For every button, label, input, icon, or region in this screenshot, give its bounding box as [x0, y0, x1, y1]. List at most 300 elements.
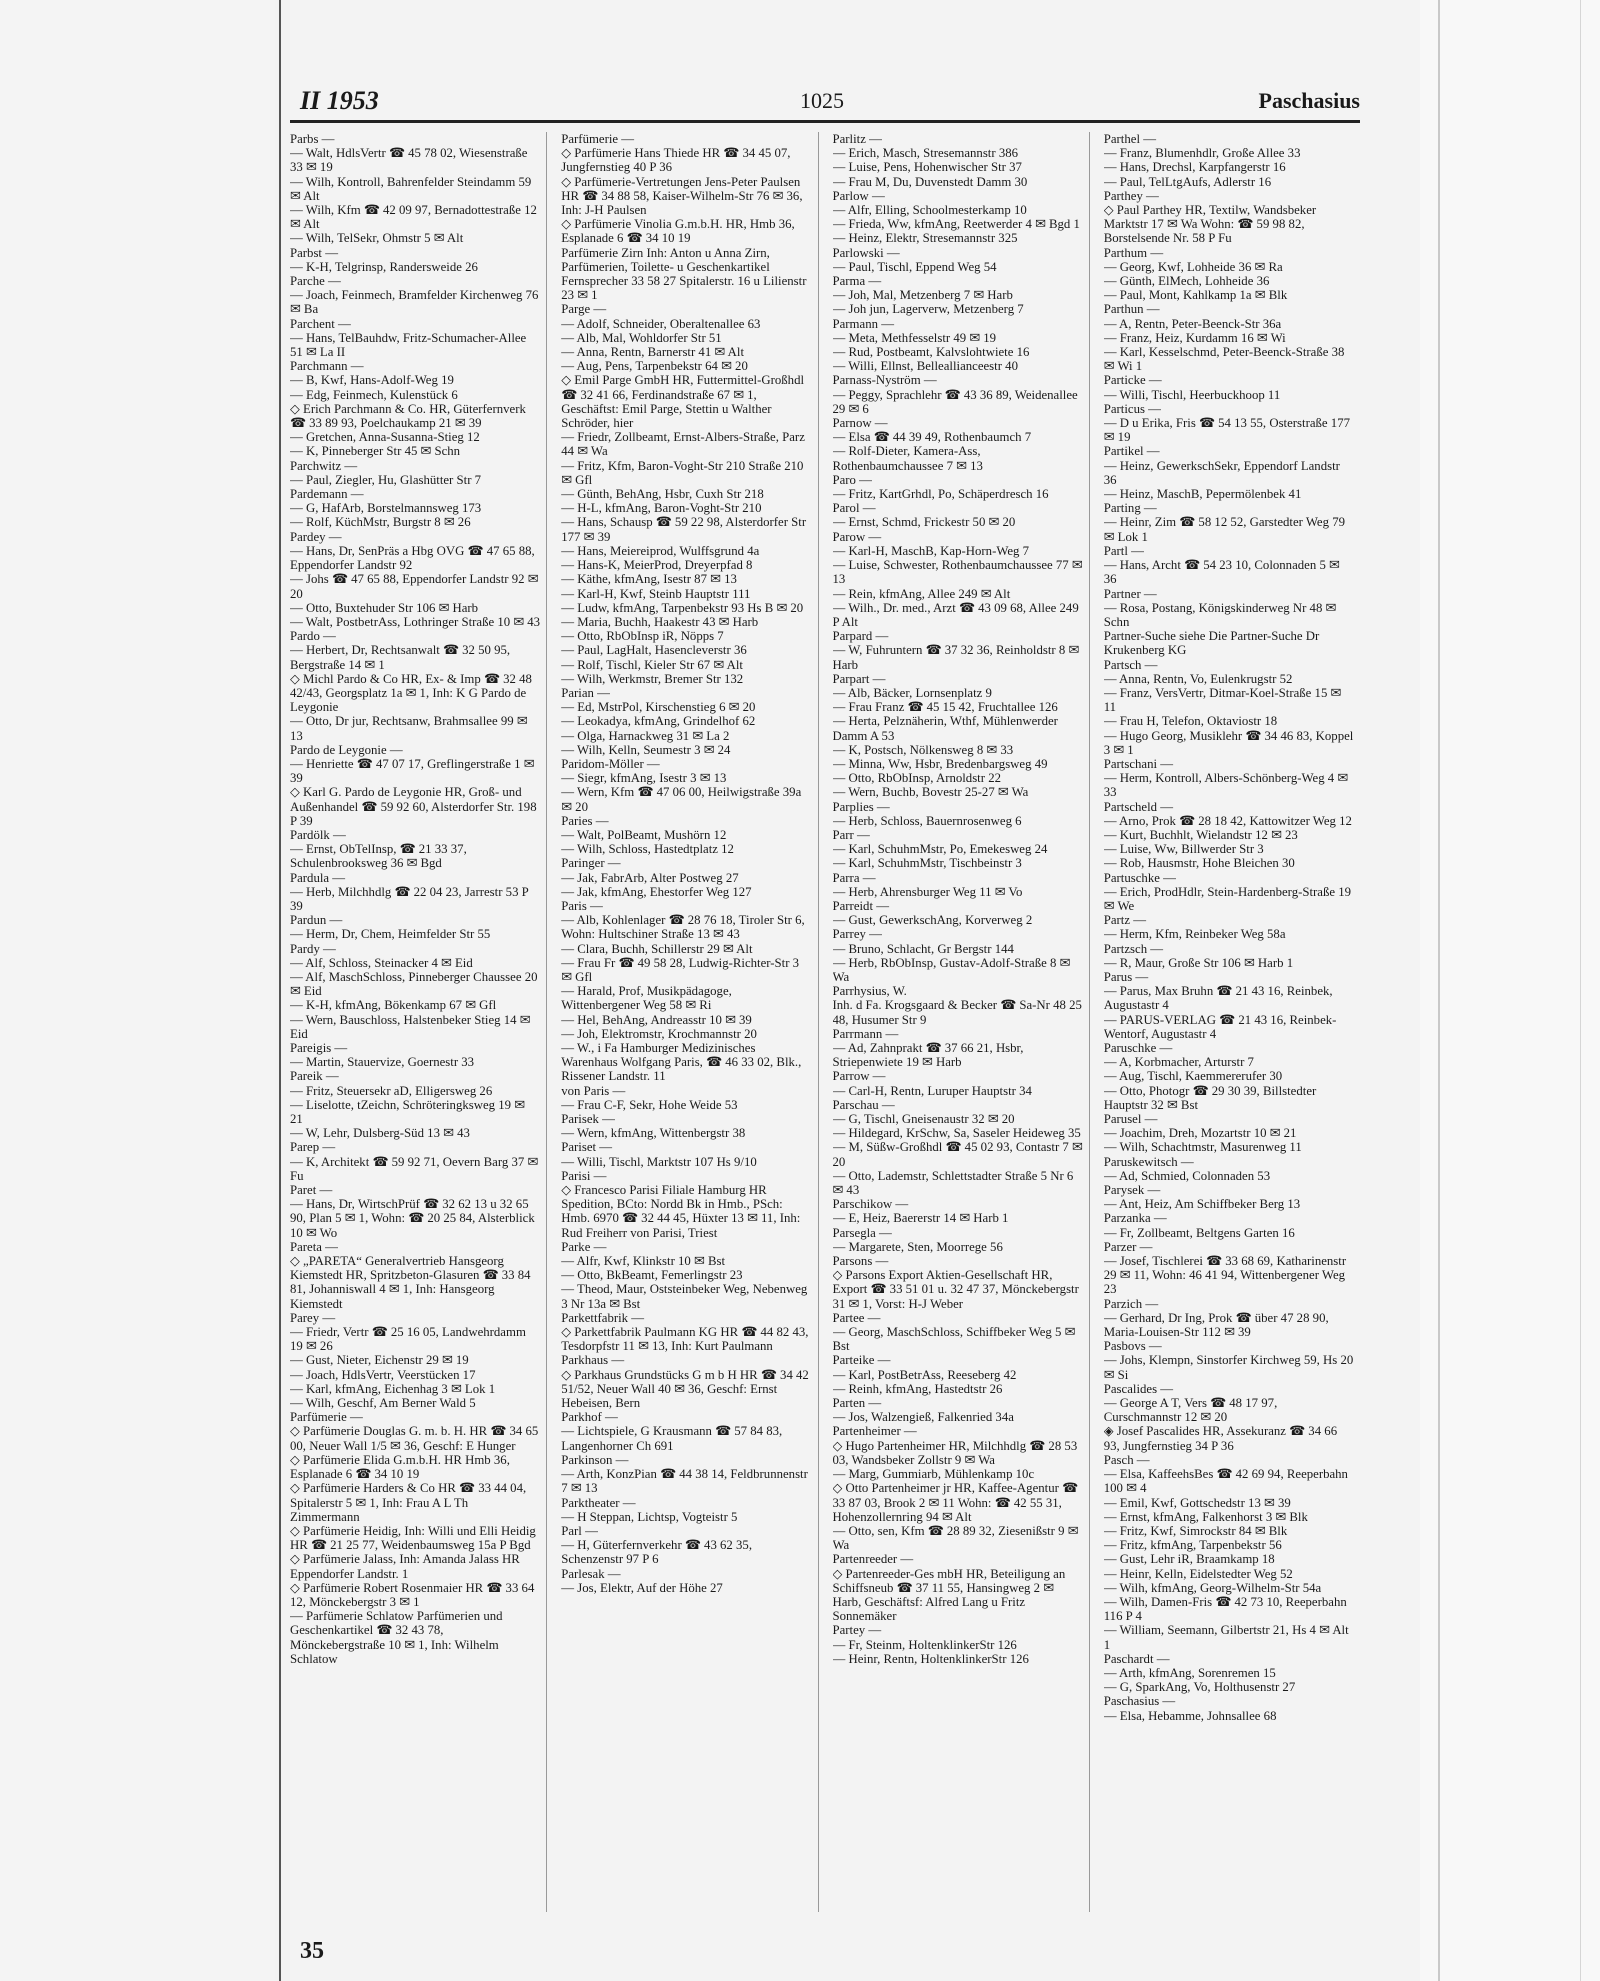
directory-entry: — Margarete, Sten, Moorrege 56 [832, 1239, 1003, 1254]
directory-entry: — Otto, Buxtehuder Str 106 ✉ Harb [290, 600, 479, 615]
directory-entry: — Karl-H, MaschB, Kap-Horn-Weg 7 [832, 543, 1030, 558]
directory-entry: Pareik — [290, 1069, 339, 1084]
directory-entry: — Herta, Pelznäherin, Wthf, Mühlenwerder Damm A 53 [832, 714, 1058, 743]
directory-entry: — Heinr, Kelln, Eidelstedter Weg 52 [1103, 1566, 1293, 1581]
directory-entry: — Fritz, Kfm, Baron-Voght-Str 210 Straße 210 ✉ Gfl [561, 458, 804, 487]
directory-entry: Parteike — [832, 1353, 891, 1368]
directory-entry: ◇ Parfümerie Robert Rosenmaier HR ☎ 33 64 12, Mönckebergstr 3 ✉ 1 [290, 1580, 535, 1609]
directory-entry: — Heinz, MaschB, Pepermölenbek 41 [1103, 487, 1302, 502]
directory-entry: — Ernst, kfmAng, Falkenhorst 3 ✉ Blk [1103, 1509, 1308, 1524]
directory-entry: — Erich, Masch, Stresemannstr 386 [832, 146, 1019, 161]
directory-entry: Pasbovs — [1103, 1339, 1162, 1354]
directory-entry: — Rud, Postbeamt, Kalvslohtwiete 16 [832, 345, 1030, 360]
directory-entry: Partscheld — [1103, 799, 1174, 814]
directory-entry: — G, HafArb, Borstelmannsweg 173 [290, 501, 482, 516]
directory-entry: — Lichtspiele, G Krausmann ☎ 57 84 83, Langenhorner Ch 691 [561, 1424, 783, 1453]
directory-entry: Parten — [832, 1396, 882, 1411]
directory-entry: Parisi — [561, 1168, 607, 1183]
directory-entry: — Hans, TelBauhdw, Fritz-Schumacher-Allee 51 ✉ La II [290, 330, 527, 360]
directory-entry: — H Steppan, Lichtsp, Vogteistr 5 [561, 1509, 738, 1524]
directory-entry: — Gerhard, Dr Ing, Prok ☎ über 47 28 90, Maria-Louisen-Str 112 ✉ 39 [1103, 1310, 1329, 1340]
header-year: II 1953 [300, 86, 379, 115]
directory-entry: Partzsch — [1103, 941, 1164, 956]
directory-entry: — Henriette ☎ 47 07 17, Greflingerstraße 1 ✉ 39 [290, 756, 535, 786]
directory-entry: Parlesak — [561, 1566, 621, 1581]
margin-rule [279, 0, 281, 1981]
directory-entry: — Hans-K, MeierProd, Dreyerpfad 8 [561, 558, 753, 573]
directory-entry: Pareta — [290, 1239, 338, 1254]
directory-entry: Paschasius — [1103, 1694, 1176, 1709]
directory-entry: — Joh jun, Lagerverw, Metzenberg 7 [832, 302, 1024, 317]
column-2 [561, 132, 818, 1912]
directory-entry: ◇ Parfümerie Douglas G. m. b. H. HR ☎ 34 65 00, Neuer Wall 1/5 ✉ 36, Geschf: E Hunger [290, 1424, 539, 1453]
directory-entry: Parlowski — [832, 245, 900, 260]
directory-entry: Parrmann — [832, 1026, 899, 1041]
directory-entry: Paro — [832, 472, 872, 487]
directory-entry: — Wilh, TelSekr, Ohmstr 5 ✉ Alt [290, 231, 464, 246]
directory-entry: — Friedr, Vertr ☎ 25 16 05, Landwehrdamm 19 ✉ 26 [290, 1325, 526, 1354]
directory-entry: — Wilh, Kontroll, Bahrenfelder Steindamm 59 ✉ Alt [290, 174, 532, 203]
directory-entry: ◈ Josef Pascalides HR, Assekuranz ☎ 34 66 93, Jungfernstieg 34 P 36 [1103, 1424, 1338, 1453]
directory-entry: — Frau C-F, Sekr, Hohe Weide 53 [561, 1097, 738, 1112]
directory-entry: — Gust, Nieter, Eichenstr 29 ✉ 19 [290, 1353, 469, 1368]
directory-entry: Parus — [1103, 969, 1149, 984]
directory-entry: ◇ Parfümerie Vinolia G.m.b.H. HR, Hmb 36, Esplanade 6 ☎ 34 10 19 [561, 217, 795, 246]
directory-entry: — Wilh, Kfm ☎ 42 09 97, Bernadottestraße 12 ✉ Alt [290, 203, 537, 232]
directory-entry: — William, Seemann, Gilbertstr 21, Hs 4 ✉ Alt 1 [1103, 1623, 1349, 1652]
directory-entry: — Franz, Heiz, Kurdamm 16 ✉ Wi [1103, 330, 1286, 345]
directory-entry: ◇ Partenreeder-Ges mbH HR, Beteiligung an Schiffsneub ☎ 37 11 55, Hansingweg 2 ✉ Harb, Geschäftsf: Alfred Lang u Fritz Sonnemäker [832, 1566, 1066, 1624]
directory-entry: — Fritz, KartGrhdl, Po, Schäperdresch 16 [832, 487, 1049, 502]
directory-entry: Pardemann — [290, 487, 364, 502]
directory-entry: — Wern, kfmAng, Wittenbergstr 38 [561, 1126, 746, 1141]
directory-entry: — Fritz, Steuersekr aD, Elligersweg 26 [290, 1083, 493, 1098]
directory-entry: Parep — [290, 1140, 336, 1155]
directory-entry: — Paul, LagHalt, Hasencleverstr 36 [561, 643, 747, 658]
directory-entry: — Herm, Kfm, Reinbeker Weg 58a [1103, 927, 1286, 942]
directory-entry: — Willi, Tischl, Marktstr 107 Hs 9/10 [561, 1154, 757, 1169]
directory-entry: — Wilh, Damen-Fris ☎ 42 73 10, Reeperbahn 116 P 4 [1103, 1594, 1347, 1624]
directory-entry: — Adolf, Schneider, Oberaltenallee 63 [561, 316, 761, 331]
directory-entry: Parting — [1103, 501, 1157, 516]
directory-entry: — Herb, Schloss, Bauernrosenweg 6 [832, 813, 1022, 828]
directory-entry: — Elsa ☎ 44 39 49, Rothenbaumch 7 [832, 430, 1032, 445]
directory-entry: Pareigis — [290, 1041, 348, 1055]
directory-entry: ◇ Francesco Parisi Filiale Hamburg HR Spedition, BCto: Nordd Bk in Hmb., PSch: Hmb. 6970 ☎ 32 44 45, Hüxter 13 ✉ 11, Inh: Rud Freiherr von Parisi, Triest [561, 1183, 801, 1240]
directory-entry: ◇ Parfümerie Elida G.m.b.H. HR Hmb 36, Esplanade 6 ☎ 34 10 19 [290, 1452, 510, 1482]
directory-entry: — Ant, Heiz, Am Schiffbeker Berg 13 [1103, 1197, 1301, 1212]
directory-entry: — K-H, Telgrinsp, Randersweide 26 [290, 259, 478, 274]
directory-entry: ◇ Parfümerie Harders & Co HR ☎ 33 44 04, Spitalerstr 5 ✉ 1, Inh: Frau A L Th Zimmermann [290, 1481, 527, 1524]
directory-entry: Parkhaus — [561, 1353, 625, 1368]
directory-entry: Pardölk — [290, 827, 346, 842]
directory-entry: Partner — [1103, 586, 1157, 601]
directory-entry: Parke — [561, 1239, 607, 1254]
directory-entry: — Otto, RbObInsp, Arnoldstr 22 [832, 771, 1001, 786]
directory-entry: ◇ „PARETA“ Generalvertrieb Hansgeorg Kiemstedt HR, Spritzbeton-Glasuren ☎ 33 84 81, Johanniswall 4 ✉ 1, Inh: Hansgeorg Kiemstedt [290, 1254, 531, 1311]
directory-entry: — Luise, Ww, Billwerder Str 3 [1103, 842, 1264, 857]
column-1 [290, 132, 547, 1912]
directory-entry: Parbst — [290, 245, 338, 260]
directory-entry: — Herm, Kontroll, Albers-Schönberg-Weg 4 ✉ 33 [1103, 771, 1349, 800]
directory-entry: — A, Rentn, Peter-Beenck-Str 36a [1103, 316, 1282, 331]
directory-entry: ◇ Parkhaus Grundstücks G m b H HR ☎ 34 42 51/52, Neuer Wall 40 ✉ 36, Geschf: Ernst Hebeisen, Bern [561, 1367, 809, 1411]
directory-entry: — Parfümerie Schlatow Parfümerien und Geschenkartikel ☎ 32 43 78, Mönckebergstraße 10 ✉ 1, Inh: Wilhelm Schlatow [290, 1609, 503, 1666]
directory-entry: — Joh, Elektromstr, Krochmannstr 20 [561, 1026, 757, 1041]
directory-entry: — Joach, HdlsVertr, Veerstücken 17 [290, 1367, 476, 1382]
footer-number: 35 [300, 1938, 324, 1964]
directory-entry: — Günth, BehAng, Hsbr, Cuxh Str 218 [561, 487, 764, 502]
directory-entry: ◇ Parfümerie Jalass, Inh: Amanda Jalass HR Eppendorfer Landstr. 1 [290, 1552, 520, 1581]
directory-entry: — Fr, Steinm, HoltenklinkerStr 126 [832, 1637, 1017, 1652]
directory-entry: — Hans, Archt ☎ 54 23 10, Colonnaden 5 ✉ 36 [1103, 558, 1340, 587]
directory-entry: — Joach, Feinmech, Bramfelder Kirchenweg 76 ✉ Ba [290, 288, 539, 317]
directory-entry: Particke — [1103, 373, 1162, 388]
directory-entry: — Hans, Dr, SenPräs a Hbg OVG ☎ 47 65 88, Eppendorfer Landstr 92 [290, 543, 535, 573]
directory-entry: — Herm, Dr, Chem, Heimfelder Str 55 [290, 927, 491, 942]
directory-entry: ◇ Karl G. Pardo de Leygonie HR, Groß- und Außenhandel ☎ 59 92 60, Alsterdorfer Str. 198 P 39 [290, 785, 537, 828]
directory-entry: Inh. d Fa. Krogsgaard & Becker ☎ Sa-Nr 48 25 48, Husumer Str 9 [832, 998, 1082, 1027]
directory-entry: — Hel, BehAng, Andreasstr 10 ✉ 39 [561, 1012, 752, 1027]
left-margin [0, 0, 275, 1981]
directory-entry: — Joachim, Dreh, Mozartstr 10 ✉ 21 [1103, 1126, 1297, 1141]
directory-entry: — Alfr, Elling, Schoolmesterkamp 10 [832, 203, 1027, 218]
directory-entry: — Willi, Tischl, Heerbuckhoop 11 [1103, 387, 1281, 402]
directory-entry: — Hans, Meiereiprod, Wulffsgrund 4a [561, 543, 760, 558]
directory-entry: Parzich — [1103, 1296, 1159, 1311]
directory-entry: von Paris — [561, 1083, 626, 1098]
directory-entry: — Aug, Tischl, Kaemmererufer 30 [1103, 1069, 1283, 1084]
directory-entry: Parnass-Nyström — [832, 373, 937, 388]
directory-entry: Parma — [832, 274, 882, 289]
directory-entry: — Johs ☎ 47 65 88, Eppendorfer Landstr 92 ✉ 20 [290, 572, 539, 601]
directory-entry: Parreidt — [832, 898, 890, 913]
directory-entry: — W, Fuhruntern ☎ 37 32 36, Reinholdstr 8 ✉ Harb [832, 643, 1080, 672]
directory-entry: Pardun — [290, 913, 343, 928]
directory-entry: — Georg, Kwf, Lohheide 36 ✉ Ra [1103, 259, 1283, 274]
directory-entry: — Edg, Feinmech, Kulenstück 6 [290, 387, 458, 402]
directory-entry: — Karl-H, Kwf, Steinb Hauptstr 111 [561, 586, 751, 601]
directory-entry: Pasch — [1103, 1452, 1150, 1467]
directory-entry: Parchmann — [290, 359, 364, 374]
directory-entry: — Hans, Dr, WirtschPrüf ☎ 32 62 13 u 32 65 90, Plan 5 ✉ 1, Wohn: ☎ 20 25 84, Alsterblick 10 ✉ Wo [290, 1197, 535, 1240]
directory-entry: — Walt, HdlsVertr ☎ 45 78 02, Wiesenstraße 33 ✉ 19 [290, 146, 528, 175]
directory-entry: ◇ Paul Parthey HR, Textilw, Wandsbeker Marktstr 17 ✉ Wa Wohn: ☎ 59 98 82, Borstelsende Nr. 58 P Fu [1103, 203, 1317, 246]
directory-entry: — K, Architekt ☎ 59 92 71, Oevern Barg 37 ✉ Fu [290, 1154, 539, 1183]
directory-entry: — Hugo Georg, Musiklehr ☎ 34 46 83, Koppel 3 ✉ 1 [1103, 728, 1354, 757]
directory-entry: — Friedr, Zollbeamt, Ernst-Albers-Straße, Parz 44 ✉ Wa [561, 430, 805, 459]
edge-line [1438, 0, 1440, 1981]
directory-entry: Paridom-Möller — [561, 756, 660, 771]
directory-entry: — Josef, Tischlerei ☎ 33 68 69, Katharinenstr 29 ✉ 11, Wohn: 46 41 94, Wittenbergener Weg 23 [1103, 1254, 1347, 1297]
directory-entry: Paris — [561, 898, 603, 913]
directory-entry: Partl — [1103, 543, 1144, 558]
directory-entry: Parmann — [832, 316, 894, 331]
directory-entry: Paret — [290, 1183, 333, 1198]
directory-entry: Pardo de Leygonie — [290, 742, 403, 757]
directory-entry: — Georg, MaschSchloss, Schiffbeker Weg 5 ✉ Bst [832, 1325, 1076, 1354]
directory-entry: — Alf, Schloss, Steinacker 4 ✉ Eid [290, 955, 473, 970]
directory-entry: — Frau Franz ☎ 45 15 42, Fruchtallee 126 [832, 700, 1058, 715]
directory-entry: Parkhof — [561, 1410, 618, 1425]
directory-entry: — Wilh, kfmAng, Georg-Wilhelm-Str 54a [1103, 1580, 1322, 1595]
directory-entry: Particus — [1103, 401, 1161, 416]
directory-entry: — Erich, ProdHdlr, Stein-Hardenberg-Straße 19 ✉ We [1103, 884, 1352, 913]
directory-entry: — Ad, Schmied, Colonnaden 53 [1103, 1168, 1271, 1183]
directory-entry: — Alfr, Kwf, Klinkstr 10 ✉ Bst [561, 1254, 726, 1269]
directory-entry: — Paul, Tischl, Eppend Weg 54 [832, 259, 997, 274]
directory-entry: — Reinh, kfmAng, Hastedtstr 26 [832, 1381, 1003, 1396]
directory-entry: Paschardt — [1103, 1651, 1170, 1666]
directory-entry: — Hildegard, KrSchw, Sa, Saseler Heideweg 35 [832, 1126, 1081, 1141]
directory-entry: — R, Maur, Große Str 106 ✉ Harb 1 [1103, 955, 1294, 970]
directory-entry: Parchent — [290, 316, 351, 331]
columns [290, 132, 1360, 1912]
directory-entry: ◇ Emil Parge GmbH HR, Futtermittel-Großhdl ☎ 32 41 66, Ferdinandstraße 67 ✉ 1, Geschäftst: Emil Parge, Stettin u Walther Schröder, hier [561, 373, 805, 431]
directory-entry: — Meta, Methfesselstr 49 ✉ 19 [832, 330, 997, 345]
directory-entry: ◇ Michl Pardo & Co HR, Ex- & Imp ☎ 32 48 42/43, Georgsplatz 1a ✉ 1, Inh: K G Pardo de Leygonie [290, 671, 532, 715]
directory-entry: ◇ Parsons Export Aktien-Gesellschaft HR, Export ☎ 33 51 01 u. 32 47 37, Mönckebergstr 31 ✉ 1, Vorst: H-J Weber [832, 1268, 1079, 1311]
directory-entry: — Bruno, Schlacht, Gr Bergstr 144 [832, 941, 1014, 956]
directory-entry: — Alf, MaschSchloss, Pinneberger Chaussee 20 ✉ Eid [290, 969, 538, 999]
directory-entry: Partikel — [1103, 444, 1160, 459]
directory-entry: — Otto, sen, Kfm ☎ 28 89 32, Ziesenißstr 9 ✉ Wa [832, 1523, 1079, 1553]
header-page-number: 1025 [800, 88, 844, 113]
directory-entry: — PARUS-VERLAG ☎ 21 43 16, Reinbek-Wentorf, Augustastr 4 [1103, 1012, 1337, 1041]
directory-entry: — Minna, Ww, Hsbr, Bredenbargsweg 49 [832, 756, 1048, 771]
directory-entry: — Marg, Gummiarb, Mühlenkamp 10c [832, 1467, 1035, 1482]
directory-entry: Parian — [561, 685, 610, 700]
directory-entry: — Frau M, Du, Duvenstedt Damm 30 [832, 174, 1028, 189]
directory-entry: — H, Güterfernverkehr ☎ 43 62 35, Schenzenstr 97 P 6 [561, 1538, 753, 1567]
directory-entry: Parrey — [832, 927, 882, 942]
directory-entry: — Herb, Milchhdlg ☎ 22 04 23, Jarrestr 53 P 39 [290, 884, 529, 913]
directory-entry: — Clara, Buchh, Schillerstr 29 ✉ Alt [561, 941, 753, 956]
directory-entry: — Parus, Max Bruhn ☎ 21 43 16, Reinbek, Augustastr 4 [1103, 984, 1333, 1013]
directory-entry: — Carl-H, Rentn, Luruper Hauptstr 34 [832, 1083, 1032, 1098]
directory-entry: — Ed, MstrPol, Kirschenstieg 6 ✉ 20 [561, 700, 756, 715]
directory-entry: Parlitz — [832, 132, 882, 146]
directory-entry: — W, Lehr, Dulsberg-Süd 13 ✉ 43 [290, 1126, 470, 1141]
directory-entry: Parsegla — [832, 1225, 892, 1240]
page-header [290, 80, 1360, 123]
directory-entry: — Olga, Harnackweg 31 ✉ La 2 [561, 728, 730, 743]
directory-entry: Parfümerie — [290, 1410, 363, 1425]
directory-entry: — Käthe, kfmAng, Isestr 87 ✉ 13 [561, 572, 737, 587]
directory-entry: — Arno, Prok ☎ 28 18 42, Kattowitzer Weg 12 [1103, 813, 1352, 828]
directory-entry: — K, Postsch, Nölkensweg 8 ✉ 33 [832, 742, 1014, 757]
directory-entry: — Arth, KonzPian ☎ 44 38 14, Feldbrunnenstr 7 ✉ 13 [561, 1467, 808, 1496]
directory-entry: — W., i Fa Hamburger Medizinisches Warenhaus Wolfgang Paris, ☎ 46 33 02, Blk., Rissener Landstr. 11 [561, 1041, 802, 1084]
column-3 [833, 132, 1090, 1912]
directory-entry: Parisek — [561, 1112, 615, 1127]
directory-entry: — Jak, kfmAng, Ehestorfer Weg 127 [561, 884, 752, 899]
directory-entry: — Karl, SchuhmMstr, Tischbeinstr 3 [832, 856, 1022, 871]
directory-entry: — Rolf, KüchMstr, Burgstr 8 ✉ 26 [290, 515, 471, 530]
directory-entry: Parsons — [832, 1254, 889, 1269]
directory-entry: — Frieda, Ww, kfmAng, Reetwerder 4 ✉ Bgd 1 [832, 217, 1080, 232]
directory-entry: — Frau H, Telefon, Oktaviostr 18 [1103, 714, 1278, 729]
directory-entry: Parkettfabrik — [561, 1310, 645, 1325]
header-running-name: Paschasius [1258, 88, 1360, 113]
directory-entry: — Rosa, Postang, Königskinderweg Nr 48 ✉ Schn [1103, 600, 1337, 629]
directory-entry: — Liselotte, tZeichn, Schröteringksweg 19 ✉ 21 [290, 1097, 525, 1127]
directory-entry: — Maria, Buchh, Haakestr 43 ✉ Harb [561, 614, 759, 629]
directory-entry: Pardo — [290, 629, 336, 644]
directory-entry: — Hans, Drechsl, Karpfangerstr 16 [1103, 160, 1286, 175]
directory-entry: Parktheater — [561, 1495, 636, 1510]
directory-entry: Parusel — [1103, 1112, 1158, 1127]
directory-entry: — Emil, Kwf, Gottschedstr 13 ✉ 39 [1103, 1495, 1291, 1510]
directory-entry: — Wilh, Werkmstr, Bremer Str 132 [561, 671, 744, 686]
directory-entry: Parpart — [832, 671, 886, 686]
directory-entry: Partschani — [1103, 756, 1174, 771]
directory-entry: ◇ Parkettfabrik Paulmann KG HR ☎ 44 82 43, Tesdorpfstr 11 ✉ 13, Inh: Kurt Paulmann [561, 1325, 809, 1354]
directory-entry: Partey — [832, 1623, 882, 1638]
directory-entry: Partuschke — [1103, 870, 1176, 885]
directory-entry: Paries — [561, 813, 609, 828]
directory-entry: Parschikow — [832, 1197, 909, 1212]
directory-entry: Parey — [290, 1310, 336, 1325]
directory-entry: — Karl, SchuhmMstr, Po, Emekesweg 24 [832, 842, 1048, 857]
directory-entry: — Fritz, Kwf, Simrockstr 84 ✉ Blk [1103, 1523, 1288, 1538]
directory-entry: — Wern, Buchb, Bovestr 25-27 ✉ Wa [832, 785, 1029, 800]
directory-entry: — Heinr, Zim ☎ 58 12 52, Garstedter Weg 79 ✉ Lok 1 [1103, 515, 1346, 544]
directory-entry: — Jos, Elektr, Auf der Höhe 27 [561, 1580, 723, 1595]
directory-entry: — Heinz, Elektr, Stresemannstr 325 [832, 231, 1018, 246]
directory-entry: — Anna, Rentn, Barnerstr 41 ✉ Alt [561, 345, 744, 360]
directory-entry: — G, Tischl, Gneisenaustr 32 ✉ 20 [832, 1112, 1015, 1127]
directory-entry: ◇ Parfümerie-Vertretungen Jens-Peter Paulsen HR ☎ 34 88 58, Kaiser-Wilhelm-Str 76 ✉ 36, Inh: J-H Paulsen [561, 174, 803, 218]
directory-entry: ◇ Erich Parchmann & Co. HR, Güterfernverk ☎ 33 89 93, Poelchaukamp 21 ✉ 39 [290, 401, 526, 431]
directory-entry: Parfümerie — [561, 132, 635, 146]
directory-entry: Parpard — [832, 629, 889, 644]
directory-entry: — Wern, Bauschloss, Halstenbeker Stieg 14 ✉ Eid [290, 1012, 531, 1041]
edge-line [1580, 0, 1581, 1981]
directory-entry: — Hans, Schausp ☎ 59 22 98, Alsterdorfer Str 177 ✉ 39 [561, 515, 807, 544]
column-4 [1104, 132, 1360, 1912]
directory-entry: — Martin, Stauervize, Goernestr 33 [290, 1055, 475, 1070]
directory-entry: Parkinson — [561, 1452, 629, 1467]
directory-entry: Partenreeder — [832, 1552, 914, 1567]
directory-entry: Pariset — [561, 1140, 613, 1155]
directory-entry: — Herb, RbObInsp, Gustav-Adolf-Straße 8 ✉ Wa [832, 955, 1071, 984]
directory-entry: — Kurt, Buchhlt, Wielandstr 12 ✉ 23 [1103, 827, 1298, 842]
directory-entry: — Otto, BkBeamt, Femerlingstr 23 [561, 1268, 743, 1283]
directory-entry: Parfümerie Zirn Inh: Anton u Anna Zirn, Parfümerien, Toilette- u Geschenkartikel Fernsprecher 33 58 27 Spitalerstr. 16 u Lilienstr 23 ✉ 1 [561, 245, 807, 303]
directory-entry: — E, Heiz, Baererstr 14 ✉ Harb 1 [832, 1211, 1009, 1226]
directory-entry: — H-L, kfmAng, Baron-Voght-Str 210 [561, 501, 762, 516]
directory-entry: — Rob, Hausmstr, Hohe Bleichen 30 [1103, 856, 1295, 871]
directory-entry: — Alb, Bäcker, Lornsenplatz 9 [832, 685, 992, 700]
directory-entry: ◇ Hugo Partenheimer HR, Milchhdlg ☎ 28 53 03, Wandsbeker Zollstr 9 ✉ Wa [832, 1438, 1078, 1467]
directory-entry: — Aug, Pens, Tarpenbekstr 64 ✉ 20 [561, 359, 748, 374]
directory-entry: — Siegr, kfmAng, Isestr 3 ✉ 13 [561, 771, 727, 786]
directory-entry: — Fritz, kfmAng, Tarpenbekstr 56 [1103, 1538, 1282, 1553]
directory-entry: — Paul, Mont, Kahlkamp 1a ✉ Blk [1103, 288, 1288, 303]
directory-entry: — Rolf-Dieter, Kamera-Ass, Rothenbaumchaussee 7 ✉ 13 [832, 444, 983, 473]
directory-entry: — Fr, Zollbeamt, Beltgens Garten 16 [1103, 1225, 1295, 1240]
directory-entry: — Elsa, Hebamme, Johnsallee 68 [1103, 1708, 1277, 1723]
directory-entry: Paruschke — [1103, 1041, 1173, 1055]
directory-entry: — Herb, Ahrensburger Weg 11 ✉ Vo [832, 884, 1023, 899]
directory-entry: — Ernst, Schmd, Frickestr 50 ✉ 20 [832, 515, 1016, 530]
directory-entry: Parol — [832, 501, 876, 516]
directory-entry: — Luise, Pens, Hohenwischer Str 37 [832, 160, 1022, 175]
directory-entry: — Walt, PolBeamt, Mushörn 12 [561, 827, 727, 842]
directory-entry: — Frau Fr ☎ 49 58 28, Ludwig-Richter-Str 3 ✉ Gfl [561, 955, 800, 984]
directory-entry: — Heinz, GewerkschSekr, Eppendorf Landstr 36 [1103, 458, 1340, 487]
directory-entry: — K, Pinneberger Str 45 ✉ Schn [290, 444, 461, 459]
directory-entry: — A, Korbmacher, Arturstr 7 [1103, 1055, 1254, 1070]
directory-entry: — M, Süßw-Großhdl ☎ 45 02 93, Contastr 7 ✉ 20 [832, 1140, 1083, 1169]
directory-entry: Parthey — [1103, 188, 1159, 203]
directory-entry: Paringer — [561, 856, 621, 871]
directory-entry: — Walt, PostbetrAss, Lothringer Straße 10 ✉ 43 [290, 614, 541, 629]
directory-entry: — Günth, ElMech, Lohheide 36 [1103, 274, 1270, 289]
directory-entry: — Ludw, kfmAng, Tarpenbekstr 93 Hs B ✉ 20 [561, 600, 804, 615]
directory-entry: — Wilh, Schloss, Hastedtplatz 12 [561, 842, 734, 857]
directory-entry: Pascalides — [1103, 1381, 1174, 1396]
directory-entry: — Ad, Zahnprakt ☎ 37 66 21, Hsbr, Striepenwiete 19 ✉ Harb [832, 1041, 1024, 1070]
directory-entry: Parplies — [832, 799, 890, 814]
directory-entry: Parow — [832, 529, 882, 544]
directory-entry: — Alb, Mal, Wohldorfer Str 51 [561, 330, 722, 345]
right-page-edge [1420, 0, 1600, 1981]
directory-entry: Parche — [290, 274, 341, 289]
directory-entry: — Johs, Klempn, Sinstorfer Kirchweg 59, Hs 20 ✉ Si [1103, 1353, 1354, 1382]
directory-entry: — Peggy, Sprachlehr ☎ 43 36 89, Weidenallee 29 ✉ 6 [832, 387, 1078, 416]
directory-entry: Parr — [832, 827, 870, 842]
directory-entry: — Gust, Lehr iR, Braamkamp 18 [1103, 1552, 1275, 1567]
directory-entry: Pardy — [290, 941, 336, 956]
directory-entry: — B, Kwf, Hans-Adolf-Weg 19 [290, 373, 454, 388]
directory-entry: — Franz, Blumenhdlr, Große Allee 33 [1103, 146, 1301, 161]
directory-entry: — Otto, Lademstr, Schlettstadter Straße 5 Nr 6 ✉ 43 [832, 1168, 1074, 1198]
directory-entry: Parzer — [1103, 1239, 1153, 1254]
directory-entry: — Elsa, KaffeehsBes ☎ 42 69 94, Reeperbahn 100 ✉ 4 [1103, 1467, 1348, 1496]
directory-entry: — Paul, Ziegler, Hu, Glashütter Str 7 [290, 472, 482, 487]
directory-entry: Parthun — [1103, 302, 1160, 317]
directory-entry: — Willi, Ellnst, Belleallianceestr 40 [832, 359, 1018, 374]
directory-entry: — Wilh., Dr. med., Arzt ☎ 43 09 68, Allee 249 P Alt [832, 600, 1079, 629]
directory-entry: — Wilh, Schachtmstr, Masurenweg 11 [1103, 1140, 1302, 1155]
directory-entry: Parchwitz — [290, 458, 358, 473]
directory-entry: Parrow — [832, 1069, 886, 1084]
directory-entry: — G, SparkAng, Vo, Holthusenstr 27 [1103, 1680, 1296, 1695]
directory-entry: Parge — [561, 302, 607, 317]
directory-entry: Parschau — [832, 1097, 895, 1112]
directory-entry: — Jak, FabrArb, Alter Postweg 27 [561, 870, 739, 885]
directory-entry: — Gust, GewerkschAng, Korverweg 2 [832, 913, 1033, 928]
directory-entry: — Wilh, Geschf, Am Berner Wald 5 [290, 1396, 476, 1411]
directory-entry: — Karl, Kesselschmd, Peter-Beenck-Straße 38 ✉ Wi 1 [1103, 345, 1345, 374]
directory-entry: Parysek — [1103, 1183, 1161, 1198]
directory-entry: — Arth, kfmAng, Sorenremen 15 [1103, 1665, 1276, 1680]
directory-entry: Partner-Suche siehe Die Partner-Suche Dr Krukenberg KG [1103, 629, 1320, 658]
directory-entry: Partenheimer — [832, 1424, 917, 1439]
directory-entry: — Rolf, Tischl, Kieler Str 67 ✉ Alt [561, 657, 743, 672]
directory-entry: Parthum — [1103, 245, 1164, 260]
directory-entry: — George A T, Vers ☎ 48 17 97, Curschmannstr 12 ✉ 20 [1103, 1396, 1278, 1425]
directory-entry: Parzanka — [1103, 1211, 1167, 1226]
directory-entry: — Karl, PostBetrAss, Reeseberg 42 [832, 1367, 1017, 1382]
directory-entry: — Heinr, Rentn, HoltenklinkerStr 126 [832, 1651, 1029, 1666]
directory-entry: Parlow — [832, 188, 885, 203]
directory-page [290, 80, 1360, 1964]
directory-entry: Partee — [832, 1310, 881, 1325]
directory-entry: — Wilh, Kelln, Seumestr 3 ✉ 24 [561, 742, 731, 757]
